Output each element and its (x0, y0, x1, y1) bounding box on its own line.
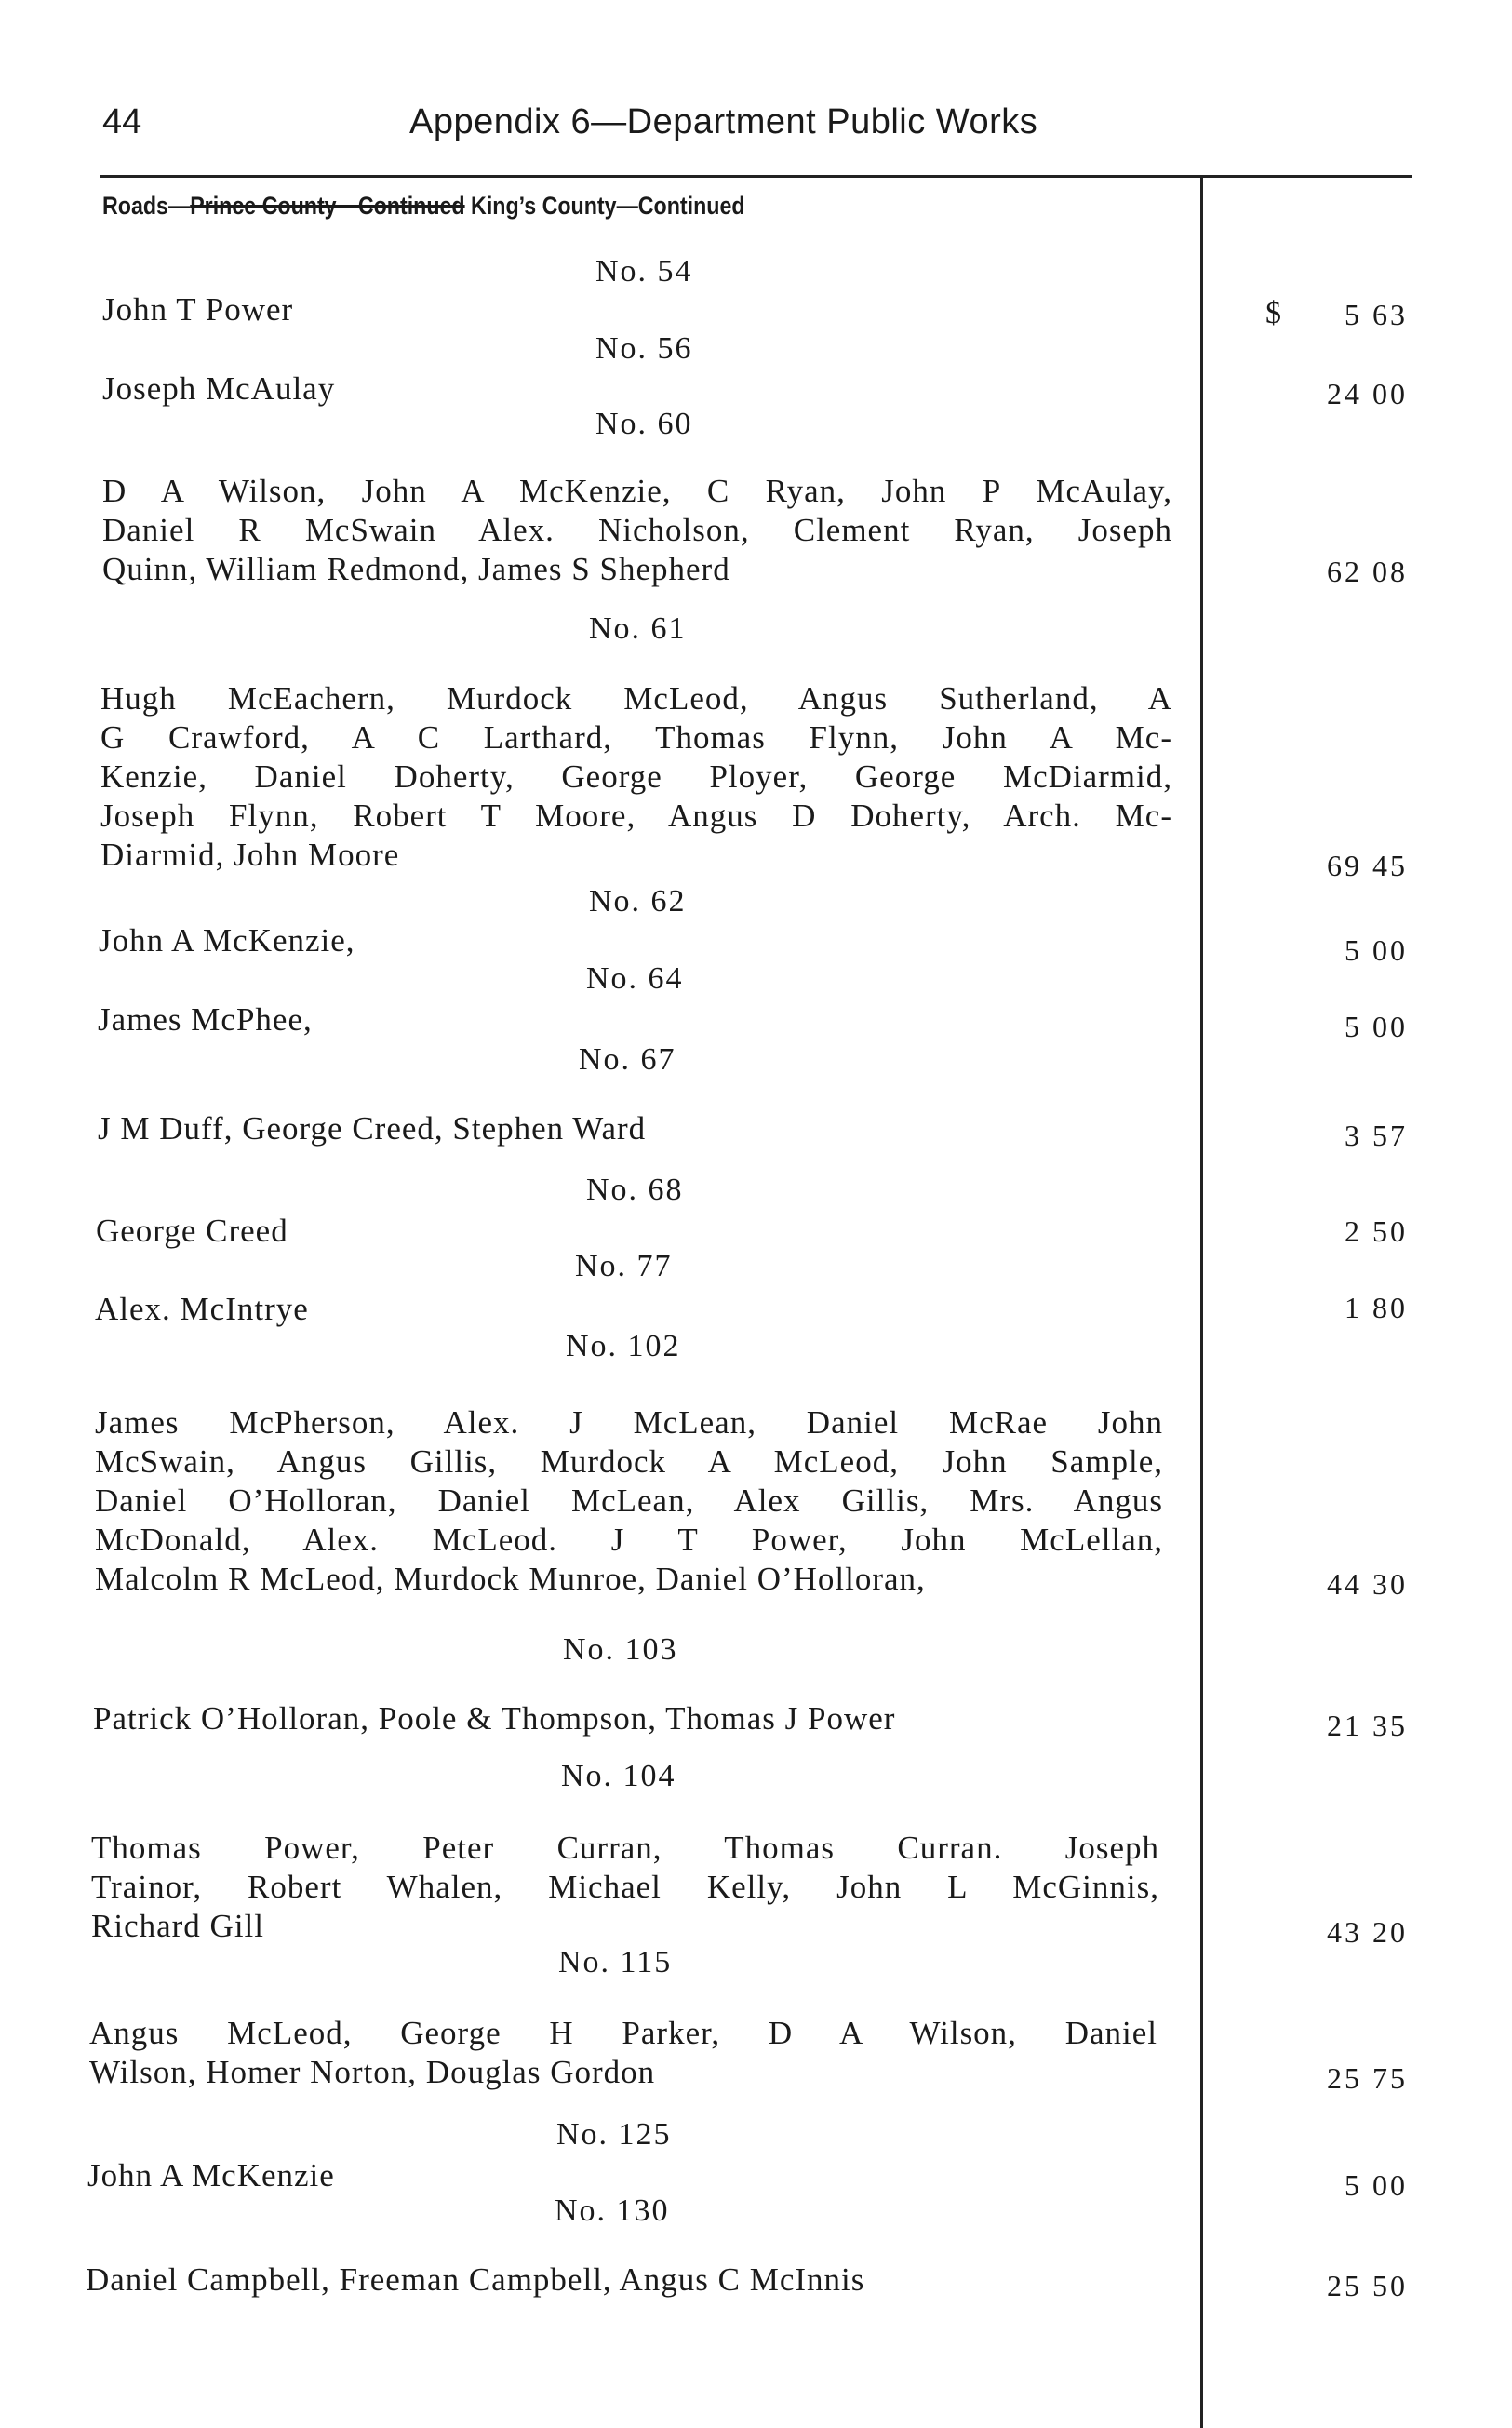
names-line: Richard Gill (91, 1908, 264, 1944)
amount-value: 24 00 (1327, 377, 1408, 410)
names-line: Thomas Power, Peter Curran, Thomas Curran. Joseph (91, 1830, 1159, 1866)
names-line: Wilson, Homer Norton, Douglas Gordon (89, 2054, 656, 2090)
contractor-names (100, 679, 1172, 875)
road-number: No. 125 (556, 2117, 672, 2152)
names-line: Daniel Campbell, Freeman Campbell, Angus C McInnis (86, 2261, 865, 2298)
contractor-names (91, 1829, 1159, 1946)
amount-value: 1 80 (1345, 1291, 1408, 1324)
names-line: Daniel R McSwain Alex. Nicholson, Clement Ryan, Joseph (102, 512, 1172, 548)
running-header (0, 102, 1512, 158)
names-line: John A McKenzie, (99, 922, 355, 959)
contractor-names (93, 1699, 895, 1738)
contractor-names (98, 1000, 313, 1040)
names-line: Daniel O’Holloran, Daniel McLean, Alex Gillis, Mrs. Angus (95, 1482, 1163, 1519)
amount-value: 5 00 (1345, 2168, 1408, 2202)
contractor-names (96, 1212, 288, 1251)
names-line: McDonald, Alex. McLeod. J T Power, John McLellan, (95, 1522, 1163, 1558)
names-line: Angus McLeod, George H Parker, D A Wilson, Daniel (89, 2015, 1157, 2051)
road-number: No. 67 (579, 1042, 676, 1077)
currency-symbol: $ (1265, 296, 1281, 330)
names-line: Alex. McIntrye (95, 1291, 309, 1327)
road-number: No. 61 (589, 611, 687, 646)
names-line: James McPherson, Alex. J McLean, Daniel McRae John (95, 1404, 1163, 1441)
running-title: Appendix 6—Department Public Works (409, 102, 1038, 141)
amount-value: 21 35 (1327, 1709, 1408, 1742)
road-number: No. 56 (595, 331, 693, 366)
names-line: D A Wilson, John A McKenzie, C Ryan, John P McAulay, (102, 473, 1172, 509)
names-line: James McPhee, (98, 1001, 313, 1038)
names-line: John A McKenzie (87, 2157, 335, 2193)
names-line: Joseph McAulay (102, 370, 336, 407)
road-number: No. 104 (561, 1759, 676, 1793)
amount-value: 5 00 (1345, 1010, 1408, 1043)
amount-value: 44 30 (1327, 1567, 1408, 1601)
road-number: No. 64 (586, 961, 684, 996)
contractor-names (87, 2156, 335, 2195)
amount-value: 5 00 (1345, 933, 1408, 967)
names-line: Trainor, Robert Whalen, Michael Kelly, John L McGinnis, (91, 1869, 1159, 1905)
names-line: McSwain, Angus Gillis, Murdock A McLeod, John Sample, (95, 1443, 1163, 1480)
names-line: J M Duff, George Creed, Stephen Ward (98, 1110, 647, 1147)
names-line: Kenzie, Daniel Doherty, George Ployer, George McDiarmid, (100, 758, 1172, 795)
contractor-names (98, 1109, 646, 1148)
section-prefix: Roads— (102, 192, 191, 220)
names-line: Quinn, William Redmond, James S Shepherd (102, 551, 730, 587)
names-line: Hugh McEachern, Murdock McLeod, Angus Sutherland, A (100, 680, 1172, 717)
names-line: G Crawford, A C Larthard, Thomas Flynn, John A Mc- (100, 719, 1172, 756)
page-number: 44 (102, 102, 142, 141)
road-number: No. 102 (566, 1329, 681, 1363)
contractor-names (102, 369, 335, 409)
amount-value: 3 57 (1345, 1119, 1408, 1152)
header-rule (100, 175, 1412, 178)
amount-column-rule (1200, 177, 1203, 2428)
contractor-names (102, 290, 293, 329)
struck-section-title: Prince County—Continued (190, 192, 465, 220)
contractor-names (95, 1290, 309, 1329)
names-line: Malcolm R McLeod, Murdock Munroe, Daniel O’Holloran, (95, 1561, 926, 1597)
contractor-names (99, 921, 355, 960)
names-line: John T Power (102, 291, 294, 328)
names-line: Diarmid, John Moore (100, 837, 400, 873)
amount-value: 25 50 (1327, 2269, 1408, 2302)
section-heading (102, 192, 745, 221)
road-number: No. 54 (595, 254, 693, 288)
road-number: No. 68 (586, 1173, 684, 1207)
amount-value: 5 63 (1345, 298, 1408, 331)
contractor-names (86, 2260, 864, 2300)
names-line: Patrick O’Holloran, Poole & Thompson, Thomas J Power (93, 1700, 896, 1737)
road-number: No. 62 (589, 884, 687, 919)
contractor-names (102, 472, 1172, 589)
road-number: No. 60 (595, 407, 693, 441)
amount-value: 69 45 (1327, 849, 1408, 882)
road-number: No. 130 (555, 2193, 670, 2228)
amount-value: 25 75 (1327, 2061, 1408, 2095)
contractor-names (89, 2014, 1157, 2092)
road-number: No. 77 (575, 1249, 673, 1283)
contractor-names (95, 1403, 1163, 1599)
road-number: No. 115 (558, 1945, 673, 1979)
road-number: No. 103 (563, 1632, 678, 1667)
current-section-title: King’s County—Continued (464, 192, 745, 220)
amount-value: 2 50 (1345, 1214, 1408, 1248)
names-line: Joseph Flynn, Robert T Moore, Angus D Doherty, Arch. Mc- (100, 798, 1172, 834)
amount-value: 62 08 (1327, 555, 1408, 588)
names-line: George Creed (96, 1213, 288, 1249)
amount-value: 43 20 (1327, 1915, 1408, 1949)
